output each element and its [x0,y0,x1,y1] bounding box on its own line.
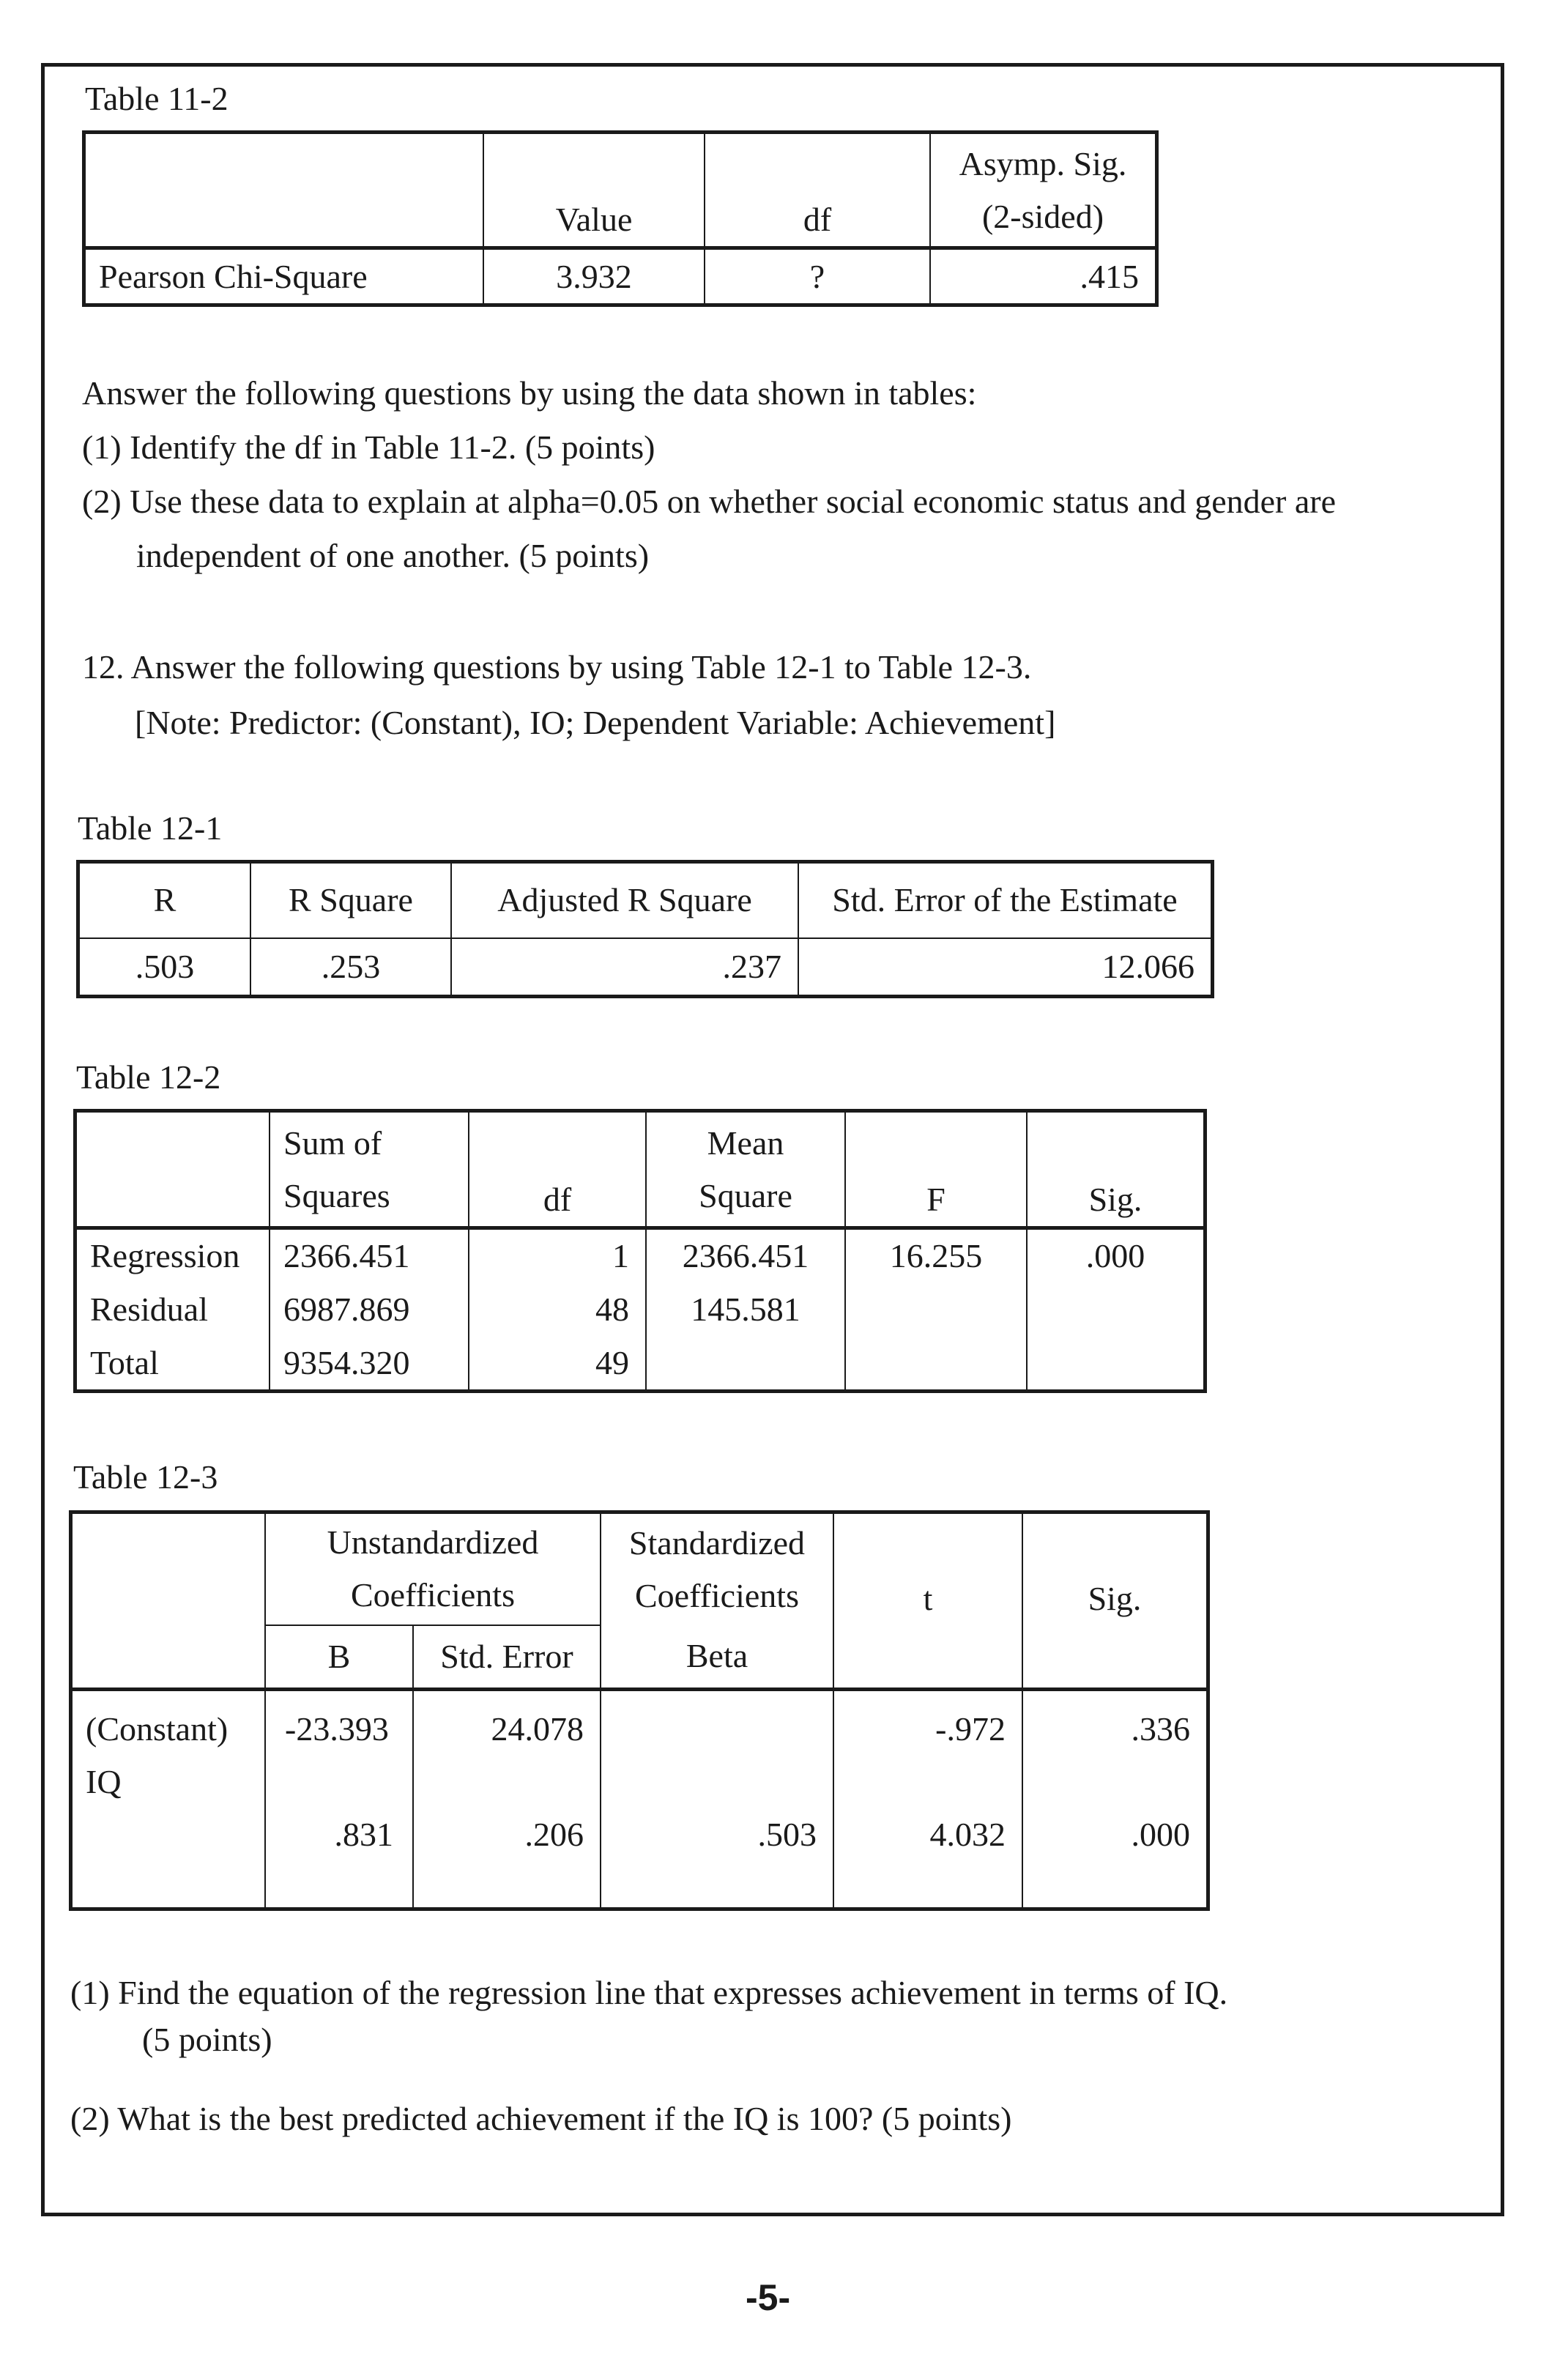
header-beta: Beta [601,1625,833,1690]
table-12-2 [73,1109,1207,1393]
cell-sig-regression: .000 [1027,1228,1205,1283]
cell-t-constant: -.972 [935,1710,1006,1748]
q11-item-2-line2: independent of one another. (5 points) [136,537,650,574]
header-ss-line2: Squares [283,1176,390,1214]
header-sig-12-2: Sig. [1027,1111,1205,1228]
header-sig-sub [1022,1625,1208,1690]
header-mean-square [646,1111,845,1228]
header-unstd-line1: Unstandardized [327,1523,539,1562]
cell-r: .503 [78,938,251,997]
header-std-error: Std. Error [413,1625,601,1690]
table-11-2 [82,130,1159,307]
header-std-line2: Coefficients [635,1576,799,1614]
table-12-3-corner [71,1512,266,1690]
table-11-2-corner [84,133,484,248]
cell-sig-constant: .336 [1131,1710,1190,1748]
row-label-regression: Regression [75,1228,270,1283]
header-ss-line1: Sum of [283,1124,382,1162]
header-t-sub [833,1625,1022,1690]
cell-beta-constant [601,1703,833,1756]
cell-ss-regression: 2366.451 [270,1228,469,1283]
header-std-error-estimate: Std. Error of the Estimate [798,862,1213,938]
cell-beta-iq: .503 [757,1816,817,1853]
coef-beta-cells [601,1690,833,1909]
header-sum-of-squares [270,1111,469,1228]
coef-se-cells [413,1690,601,1909]
header-r-square: R Square [250,862,451,938]
header-ms-line1: Mean [707,1124,784,1162]
cell-f-residual [845,1282,1027,1337]
q12-item-2: (2) What is the best predicted achievement if the IQ is 100? (5 points) [70,2100,1012,2137]
header-asymp-sig [930,133,1157,248]
table-12-3 [69,1510,1210,1911]
header-value: Value [483,133,705,248]
cell-sig-residual [1027,1282,1205,1337]
q12-item-1-line1: (1) Find the equation of the regression line that expresses achievement in terms of IQ. [70,1974,1228,2011]
page-number: -5- [746,2277,791,2318]
cell-b-iq: .831 [334,1816,393,1853]
header-df-12-2: df [469,1111,646,1228]
cell-b-constant: -23.393 [285,1710,389,1748]
header-adjusted-r-square: Adjusted R Square [451,862,798,938]
cell-f-total [845,1337,1027,1392]
coef-b-cells [265,1690,413,1909]
row-label-iq: IQ [86,1763,122,1800]
cell-t-iq: 4.032 [929,1816,1006,1853]
row-label-residual: Residual [75,1282,270,1337]
cell-df-residual: 48 [469,1282,646,1337]
header-unstd-line2: Coefficients [351,1576,515,1614]
header-asymp-sig-line2: (2-sided) [981,197,1104,235]
table-12-2-caption: Table 12-2 [76,1058,221,1096]
coef-sig-cells [1022,1690,1208,1909]
cell-ss-total: 9354.320 [270,1337,469,1392]
cell-ms-regression: 2366.451 [646,1228,845,1283]
cell-chi-df: ? [705,248,930,305]
cell-chi-value: 3.932 [483,248,705,305]
header-standardized [601,1512,833,1625]
header-t: t [833,1512,1022,1625]
cell-adjusted-r-square: .237 [451,938,798,997]
cell-chi-sig: .415 [930,248,1157,305]
cell-sig-total [1027,1337,1205,1392]
header-b: B [265,1625,413,1690]
q12-heading: 12. Answer the following questions by using Table 12-1 to Table 12-3. [82,648,1032,686]
q11-intro: Answer the following questions by using the data shown in tables: [82,374,977,412]
header-f: F [845,1111,1027,1228]
cell-ms-total [646,1337,845,1392]
q12-note: [Note: Predictor: (Constant), IO; Dependent Variable: Achievement] [135,704,1056,741]
cell-ms-residual: 145.581 [646,1282,845,1337]
header-df: df [705,133,930,248]
table-12-1 [76,860,1214,998]
header-asymp-sig-line1: Asymp. Sig. [959,144,1127,182]
q12-item-1-line2: (5 points) [142,2021,272,2058]
q11-item-2-line1: (2) Use these data to explain at alpha=0.05 on whether social economic status and gender are [82,483,1336,520]
header-sig-12-3: Sig. [1022,1512,1208,1625]
cell-sig-iq: .000 [1131,1816,1190,1853]
cell-se-constant: 24.078 [491,1710,584,1748]
q11-item-1: (1) Identify the df in Table 11-2. (5 points) [82,428,655,466]
row-label-pearson: Pearson Chi-Square [84,248,484,305]
cell-df-regression: 1 [469,1228,646,1283]
row-label-total: Total [75,1337,270,1392]
coef-row-labels [71,1690,266,1909]
row-label-constant: (Constant) [86,1710,228,1748]
table-11-2-caption: Table 11-2 [85,80,228,117]
header-r: R [78,862,251,938]
cell-r-square: .253 [250,938,451,997]
coef-t-cells [833,1690,1022,1909]
table-12-2-corner [75,1111,270,1228]
cell-f-regression: 16.255 [845,1228,1027,1283]
cell-std-error-estimate: 12.066 [798,938,1213,997]
header-ms-line2: Square [699,1176,792,1214]
cell-df-total: 49 [469,1337,646,1392]
cell-ss-residual: 6987.869 [270,1282,469,1337]
table-12-1-caption: Table 12-1 [78,809,223,847]
header-std-line1: Standardized [628,1523,806,1562]
table-12-3-caption: Table 12-3 [73,1458,218,1496]
cell-se-iq: .206 [524,1816,584,1853]
header-unstandardized [265,1512,601,1625]
